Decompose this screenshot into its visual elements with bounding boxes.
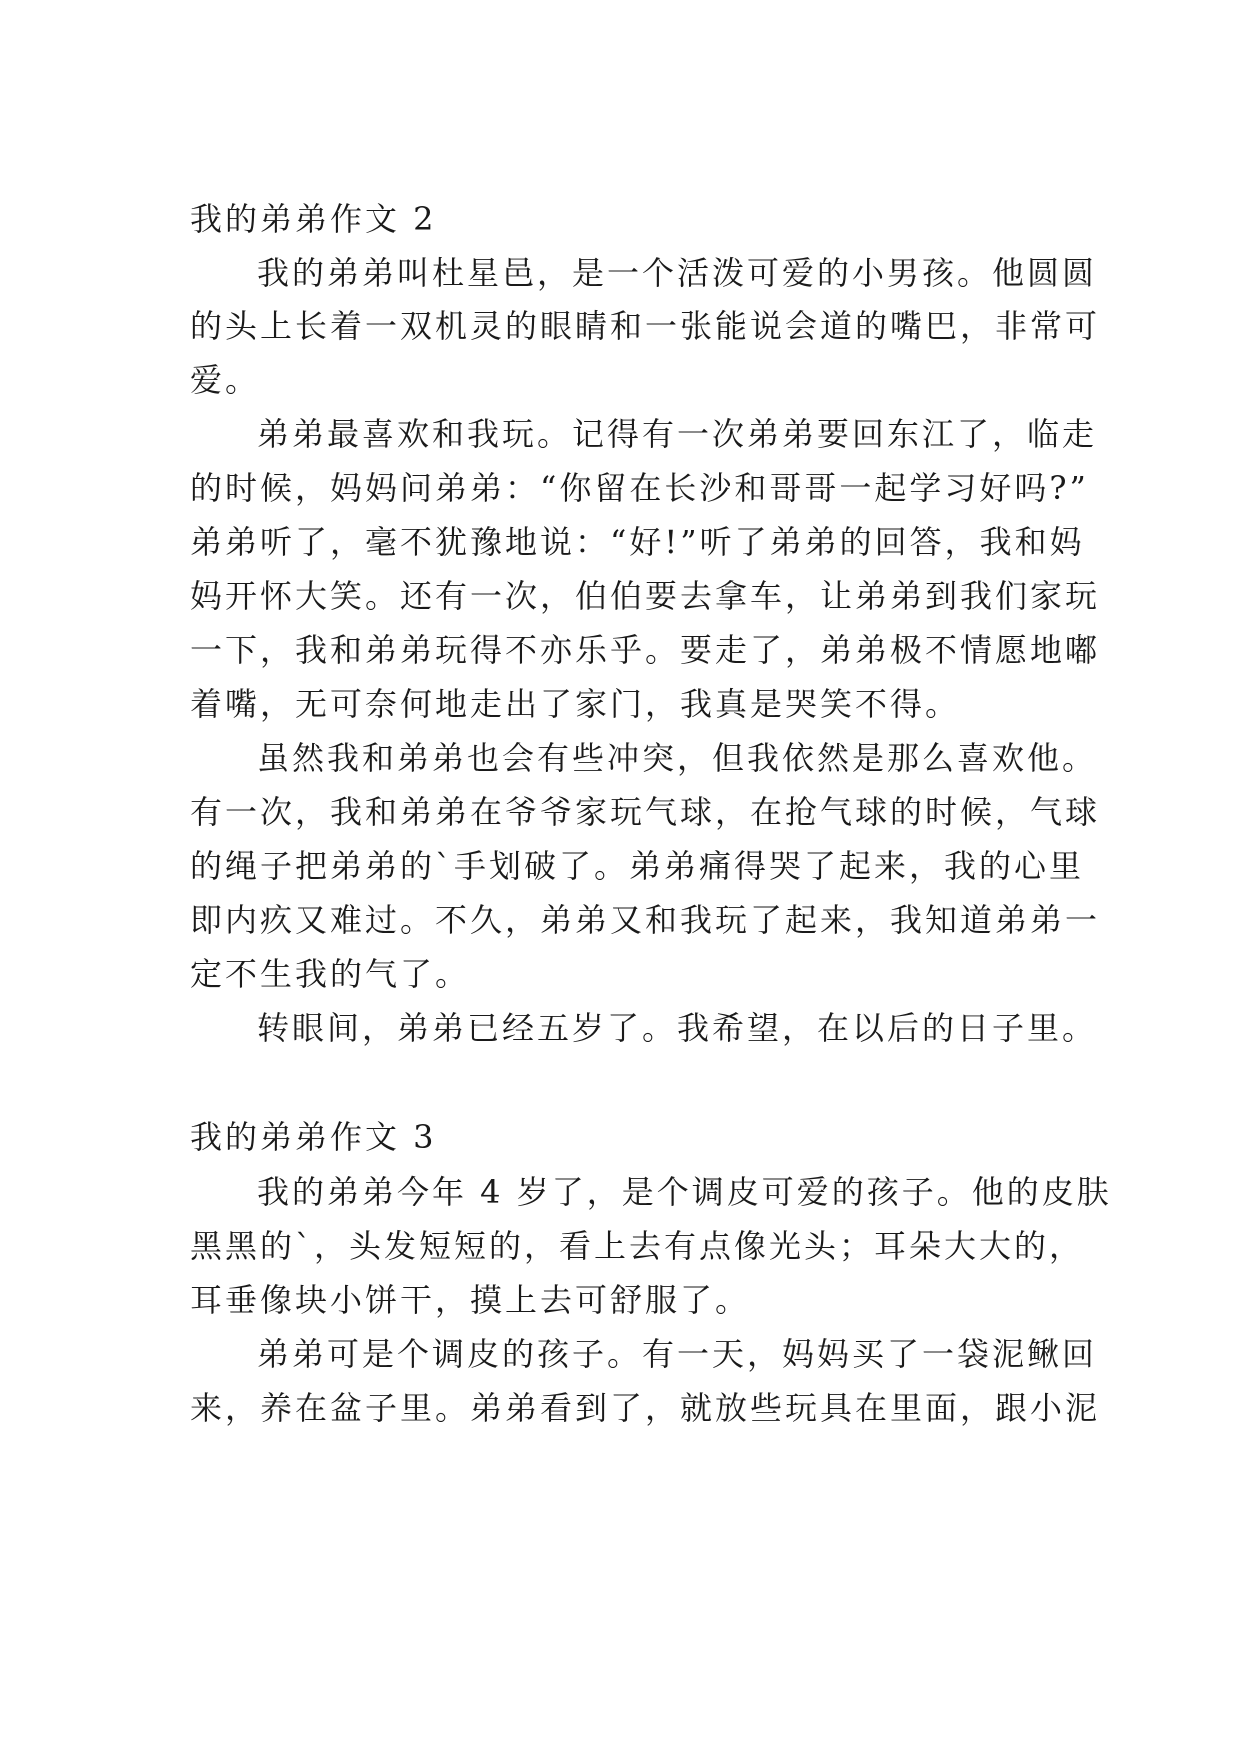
essay-2-paragraph-2-line-3: 弟弟听了，毫不犹豫地说：“好!”听了弟弟的回答，我和妈 bbox=[190, 523, 1085, 561]
essay-3-paragraph-1-line-1: 我的弟弟今年 4 岁了，是个调皮可爱的孩子。他的皮肤 bbox=[257, 1173, 1112, 1211]
essay-2-paragraph-3-line-2: 有一次，我和弟弟在爷爷家玩气球，在抢气球的时候，气球 bbox=[190, 793, 1101, 831]
essay-2-paragraph-3-line-5: 定不生我的气了。 bbox=[190, 955, 471, 993]
essay-2-paragraph-2-line-5: 一下，我和弟弟玩得不亦乐乎。要走了，弟弟极不情愿地嘟 bbox=[190, 631, 1101, 669]
essay-2-paragraph-3-line-3: 的绳子把弟弟的`手划破了。弟弟痛得哭了起来，我的心里 bbox=[190, 847, 1085, 885]
essay-2-paragraph-2-line-1: 弟弟最喜欢和我玩。记得有一次弟弟要回东江了，临走 bbox=[257, 415, 1098, 453]
essay-2-title: 我的弟弟作文 2 bbox=[190, 200, 437, 238]
essay-3-paragraph-2-line-2: 来，养在盆子里。弟弟看到了，就放些玩具在里面，跟小泥 bbox=[190, 1389, 1101, 1427]
essay-3-paragraph-1-line-3: 耳垂像块小饼干，摸上去可舒服了。 bbox=[190, 1281, 751, 1319]
essay-2-paragraph-2-line-2: 的时候，妈妈问弟弟：“你留在长沙和哥哥一起学习好吗?” bbox=[190, 469, 1089, 507]
essay-2-paragraph-2-line-4: 妈开怀大笑。还有一次，伯伯要去拿车，让弟弟到我们家玩 bbox=[190, 577, 1101, 615]
essay-3-paragraph-1-line-2: 黑黑的`，头发短短的，看上去有点像光头；耳朵大大的， bbox=[190, 1227, 1085, 1265]
essay-3-paragraph-2-line-1: 弟弟可是个调皮的孩子。有一天，妈妈买了一袋泥鳅回 bbox=[257, 1335, 1098, 1373]
essay-2-paragraph-1-line-2: 的头上长着一双机灵的眼睛和一张能说会道的嘴巴，非常可 bbox=[190, 307, 1101, 345]
essay-2-paragraph-4-line-1: 转眼间，弟弟已经五岁了。我希望，在以后的日子里。 bbox=[257, 1009, 1098, 1047]
essay-3-title: 我的弟弟作文 3 bbox=[190, 1118, 437, 1156]
essay-2-paragraph-2-line-6: 着嘴，无可奈何地走出了家门，我真是哭笑不得。 bbox=[190, 685, 961, 723]
essay-2-paragraph-1-line-1: 我的弟弟叫杜星邑，是一个活泼可爱的小男孩。他圆圆 bbox=[257, 254, 1098, 292]
essay-2-paragraph-1-line-3: 爱。 bbox=[190, 361, 261, 399]
essay-2-paragraph-3-line-1: 虽然我和弟弟也会有些冲突，但我依然是那么喜欢他。 bbox=[257, 739, 1098, 777]
essay-2-paragraph-3-line-4: 即内疚又难过。不久，弟弟又和我玩了起来，我知道弟弟一 bbox=[190, 901, 1101, 939]
